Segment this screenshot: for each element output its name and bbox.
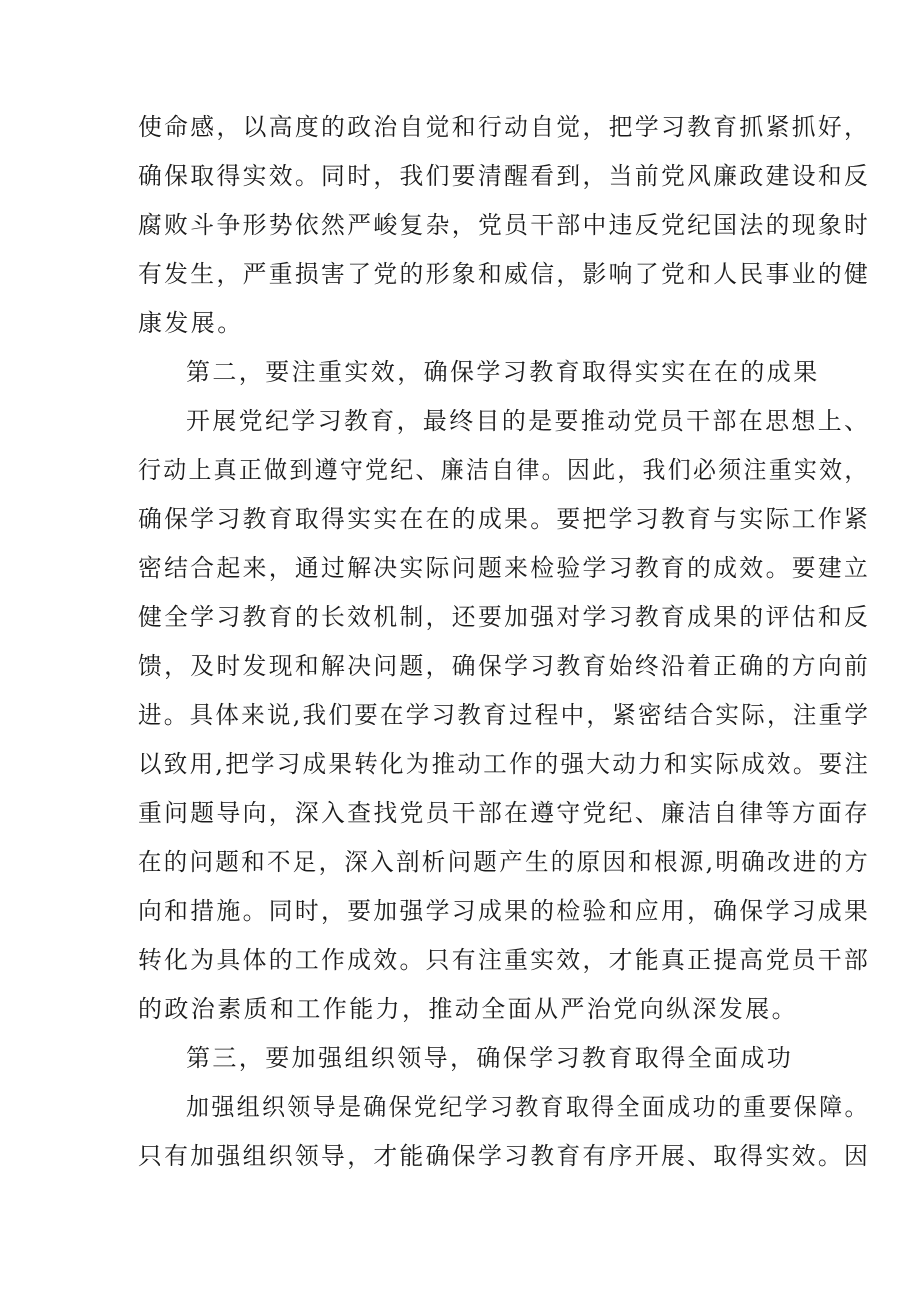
text-line: 开展党纪学习教育，最终目的是要推动党员干部在思想上、 — [186, 407, 871, 435]
section-heading: 第二，要注重实效，确保学习教育取得实实在在的成果 — [186, 358, 820, 386]
text-line: 确保取得实效。同时，我们要清醒看到，当前党风廉政建设和反 — [138, 162, 871, 190]
text-line: 馈，及时发现和解决问题，确保学习教育始终沿着正确的方向前 — [138, 652, 871, 680]
text-line: 健全学习教育的长效机制，还要加强对学习教育成果的评估和反 — [138, 603, 871, 631]
text-line: 向和措施。同时，要加强学习成果的检验和应用，确保学习成果 — [138, 897, 871, 925]
text-line: 使命感，以高度的政治自觉和行动自觉，把学习教育抓紧抓好， — [138, 113, 871, 141]
text-line: 行动上真正做到遵守党纪、廉洁自律。因此，我们必须注重实效， — [138, 456, 870, 484]
text-line: 在的问题和不足，深入剖析问题产生的原因和根源,明确改进的方 — [138, 848, 871, 876]
text-line: 确保学习教育取得实实在在的成果。要把学习教育与实际工作紧 — [138, 505, 871, 533]
section-heading: 第三，要加强组织领导，确保学习教育取得全面成功 — [186, 1044, 794, 1072]
text-line: 转化为具体的工作成效。只有注重实效，才能真正提高党员干部 — [138, 946, 871, 974]
text-line: 密结合起来，通过解决实际问题来检验学习教育的成效。要建立 — [138, 554, 871, 582]
text-line: 康发展。 — [138, 309, 244, 337]
text-line: 只有加强组织领导，才能确保学习教育有序开展、取得实效。因 — [138, 1142, 871, 1170]
text-line: 有发生，严重损害了党的形象和威信，影响了党和人民事业的健 — [138, 260, 871, 288]
text-line: 进。具体来说,我们要在学习教育过程中，紧密结合实际，注重学 — [138, 701, 871, 729]
text-line: 重问题导向，深入查找党员干部在遵守党纪、廉洁自律等方面存 — [138, 799, 871, 827]
text-line: 以致用,把学习成果转化为推动工作的强大动力和实际成效。要注 — [138, 750, 871, 778]
text-line: 的政治素质和工作能力，推动全面从严治党向纵深发展。 — [138, 995, 798, 1023]
text-line: 腐败斗争形势依然严峻复杂，党员干部中违反党纪国法的现象时 — [138, 211, 871, 239]
text-line: 加强组织领导是确保党纪学习教育取得全面成功的重要保障。 — [186, 1093, 870, 1121]
